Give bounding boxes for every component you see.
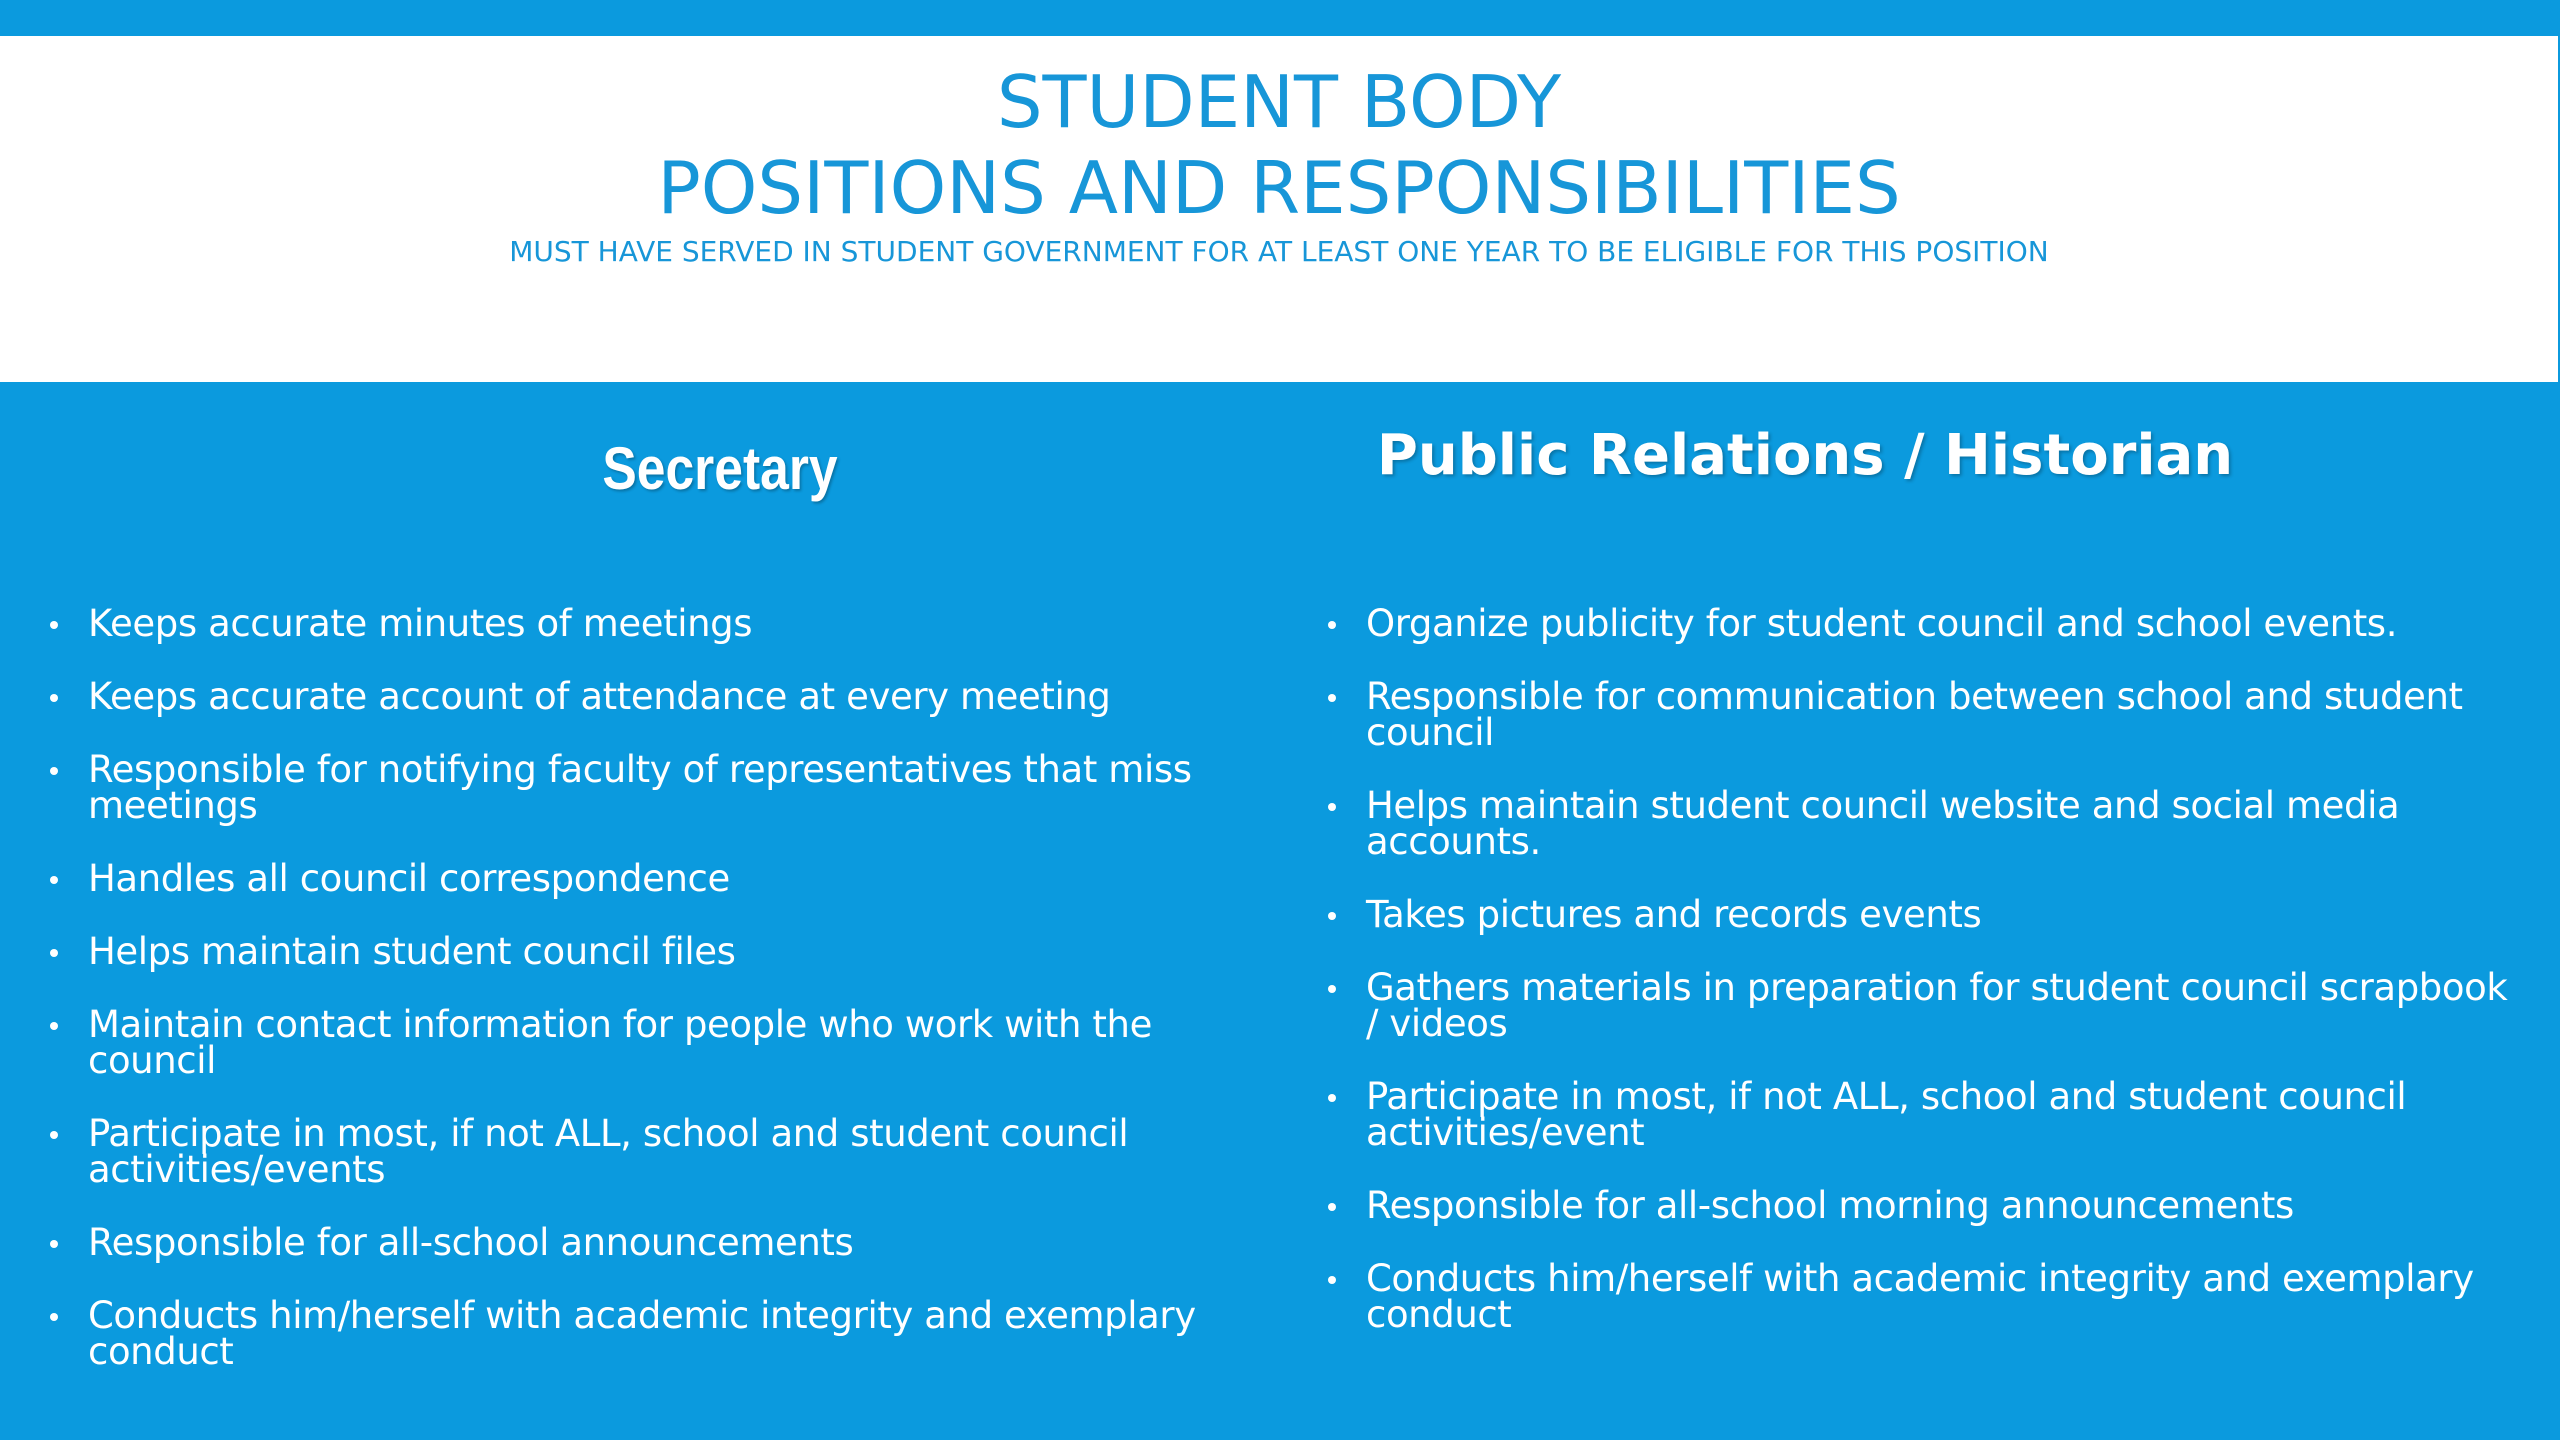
top-accent-strip (0, 0, 2560, 36)
bullet-icon (50, 1313, 58, 1321)
public-relations-item-text: Organize publicity for student council and school events. (1366, 602, 2398, 645)
bullet-icon (1328, 912, 1336, 920)
public-relations-heading: Public Relations / Historian (1376, 423, 2234, 488)
bullet-icon (50, 876, 58, 884)
public-relations-item (1320, 966, 2520, 1045)
public-relations-item (1320, 1184, 2520, 1227)
secretary-item-text: Keeps accurate account of attendance at every meeting (88, 675, 1111, 718)
bullet-icon (1328, 1094, 1336, 1102)
title-line-2: POSITIONS AND RESPONSIBILITIES (657, 146, 1901, 230)
bullet-icon (50, 949, 58, 957)
public-relations-item (1320, 1075, 2520, 1154)
bullet-icon (50, 1022, 58, 1030)
secretary-item (42, 1003, 1222, 1082)
public-relations-item (1320, 784, 2520, 863)
bullet-icon (1328, 621, 1336, 629)
title-line-1: STUDENT BODY (996, 60, 1562, 144)
bullet-icon (50, 1131, 58, 1139)
bullet-icon (50, 621, 58, 629)
public-relations-item (1320, 675, 2520, 754)
secretary-item (42, 748, 1222, 827)
public-relations-item-text: Helps maintain student council website and social media accounts. (1366, 784, 2400, 863)
bullet-icon (1328, 1276, 1336, 1284)
secretary-item (42, 1294, 1222, 1373)
bullet-icon (50, 767, 58, 775)
secretary-item-text: Helps maintain student council files (88, 930, 736, 973)
bullet-icon (1328, 1203, 1336, 1211)
bullet-icon (1328, 803, 1336, 811)
public-relations-item-text: Gathers materials in preparation for student council scrapbook / videos (1366, 966, 2508, 1045)
secretary-item-text: Maintain contact information for people who work with the council (88, 1003, 1152, 1082)
secretary-item (42, 930, 1222, 973)
secretary-item (42, 602, 1222, 645)
secretary-responsibilities-list (42, 602, 1222, 1407)
public-relations-item-text: Responsible for communication between school and student council (1366, 675, 2463, 754)
secretary-item (42, 1112, 1222, 1191)
bullet-icon (1328, 985, 1336, 993)
secretary-item-text: Responsible for all-school announcements (88, 1221, 854, 1264)
secretary-item-text: Handles all council correspondence (88, 857, 730, 900)
public-relations-item (1320, 602, 2520, 645)
secretary-item-text: Conducts him/herself with academic integrity and exemplary conduct (88, 1294, 1196, 1373)
secretary-item-text: Participate in most, if not ALL, school and student council activities/events (88, 1112, 1129, 1191)
public-relations-item-text: Participate in most, if not ALL, school and student council activities/event (1366, 1075, 2407, 1154)
bullet-icon (50, 694, 58, 702)
secretary-heading: Secretary (602, 435, 838, 502)
public-relations-item-text: Conducts him/herself with academic integrity and exemplary conduct (1366, 1257, 2474, 1336)
secretary-item-text: Keeps accurate minutes of meetings (88, 602, 753, 645)
secretary-item-text: Responsible for notifying faculty of representatives that miss meetings (88, 748, 1192, 827)
bullet-icon (1328, 694, 1336, 702)
secretary-item (42, 857, 1222, 900)
secretary-item (42, 1221, 1222, 1264)
public-relations-item (1320, 893, 2520, 936)
secretary-item (42, 675, 1222, 718)
bullet-icon (50, 1240, 58, 1248)
eligibility-subtitle: MUST HAVE SERVED IN STUDENT GOVERNMENT FOR AT LEAST ONE YEAR TO BE ELIGIBLE FOR THIS POSITION (509, 235, 2049, 268)
public-relations-item-text: Takes pictures and records events (1366, 893, 1982, 936)
public-relations-item (1320, 1257, 2520, 1336)
public-relations-responsibilities-list (1320, 602, 2520, 1370)
public-relations-item-text: Responsible for all-school morning announcements (1366, 1184, 2294, 1227)
